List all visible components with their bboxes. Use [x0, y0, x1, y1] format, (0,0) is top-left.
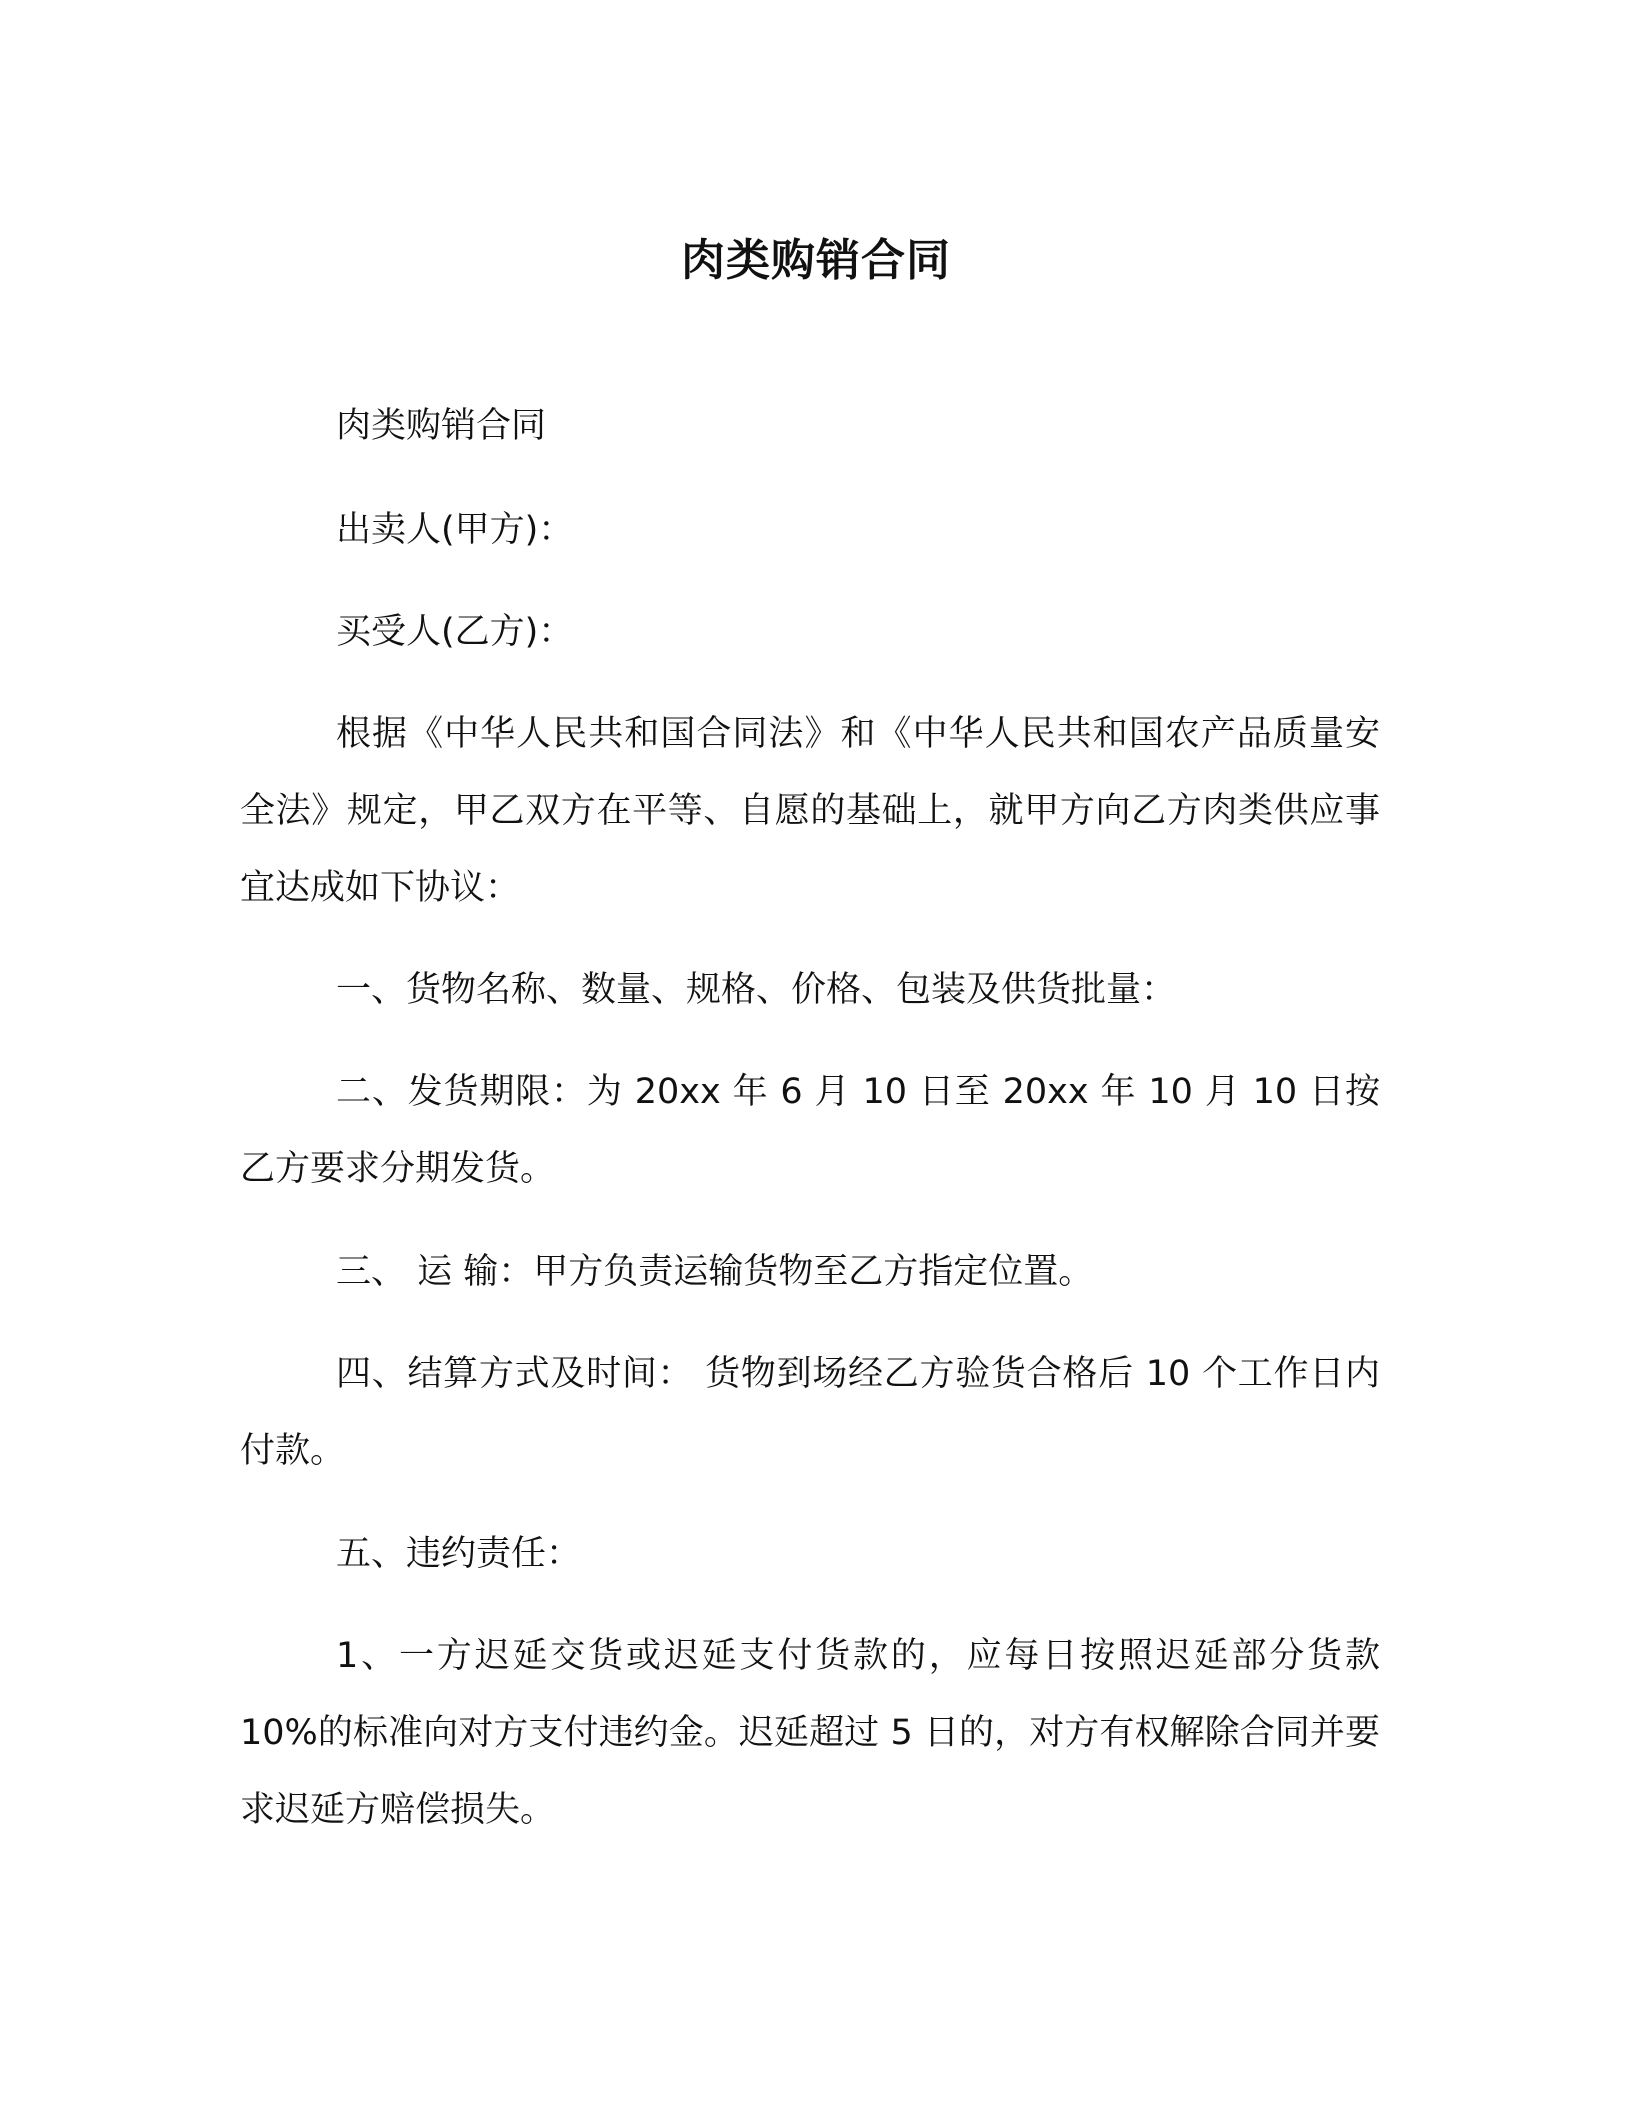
paragraph-clause-5: 五、违约责任：	[336, 1534, 582, 1574]
document-title: 肉类购销合同	[681, 235, 951, 286]
paragraph-clause-4: 四、结算方式及时间： 货物到场经乙方验货合格后 10 个工作日内付款。	[240, 1354, 1380, 1471]
paragraph-heading: 肉类购销合同	[336, 406, 547, 446]
paragraph-clause-5-1: 1、一方迟延交货或迟延支付货款的，应每日按照迟延部分货款10%的标准向对方支付违约金。迟延超过 5 日的，对方有权解除合同并要求迟延方赔偿损失。	[240, 1636, 1380, 1830]
paragraph-clause-1: 一、货物名称、数量、规格、价格、包装及供货批量：	[336, 970, 1177, 1010]
paragraph-preamble: 根据《中华人民共和国合同法》和《中华人民共和国农产品质量安全法》规定，甲乙双方在平等、自愿的基础上，就甲方向乙方肉类供应事宜达成如下协议：	[240, 714, 1380, 908]
paragraph-clause-3: 三、 运 输：甲方负责运输货物至乙方指定位置。	[336, 1252, 1094, 1292]
paragraph-buyer: 买受人(乙方)：	[336, 612, 574, 652]
paragraph-clause-2: 二、发货期限：为 20xx 年 6 月 10 日至 20xx 年 10 月 10 日按乙方要求分期发货。	[240, 1072, 1380, 1189]
paragraph-seller: 出卖人(甲方)：	[336, 510, 574, 550]
